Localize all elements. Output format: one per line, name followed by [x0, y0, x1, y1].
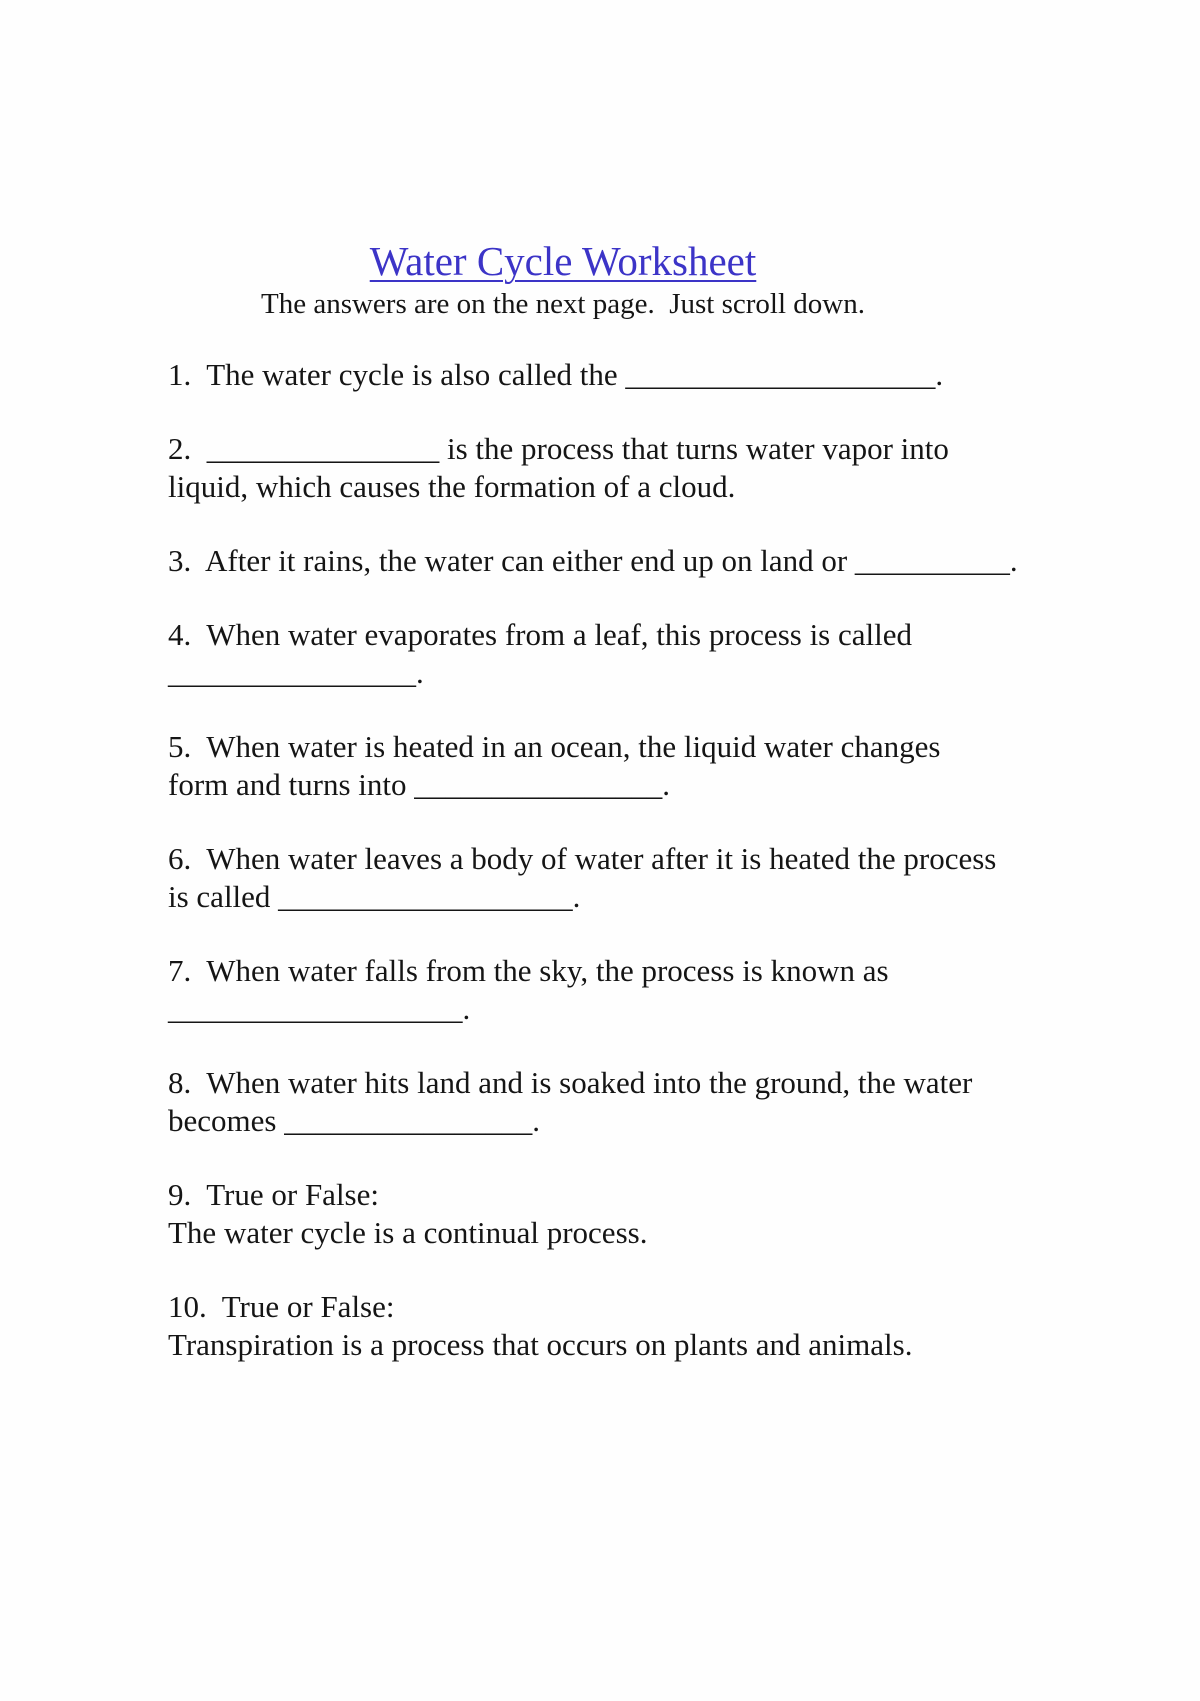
worksheet-header — [168, 238, 958, 324]
question-line: 5. When water is heated in an ocean, the liquid water changes — [168, 729, 941, 764]
question-line: 2. _______________ is the process that turns water vapor into — [168, 431, 949, 466]
worksheet-content — [168, 238, 1090, 1400]
question-line: 9. True or False: — [168, 1177, 379, 1212]
question-8 — [168, 1064, 1090, 1140]
question-line: 1. The water cycle is also called the ____________________. — [168, 357, 944, 392]
question-9 — [168, 1176, 1090, 1252]
question-line: becomes ________________. — [168, 1103, 540, 1138]
question-6 — [168, 840, 1090, 916]
question-line: ___________________. — [168, 991, 471, 1026]
question-line: 10. True or False: — [168, 1289, 395, 1324]
question-10 — [168, 1288, 1090, 1364]
question-line: ________________. — [168, 655, 424, 690]
question-list — [168, 356, 1090, 1364]
question-line: The water cycle is a continual process. — [168, 1215, 648, 1250]
question-line: liquid, which causes the formation of a cloud. — [168, 469, 736, 504]
question-1 — [168, 356, 1090, 394]
page-subtitle: The answers are on the next page. Just scroll down. — [260, 288, 865, 320]
page-title: Water Cycle Worksheet — [369, 238, 757, 284]
question-line: 8. When water hits land and is soaked into the ground, the water — [168, 1065, 973, 1100]
question-7 — [168, 952, 1090, 1028]
question-line: 3. After it rains, the water can either end up on land or __________. — [168, 543, 1018, 578]
question-line: is called ___________________. — [168, 879, 581, 914]
question-line: Transpiration is a process that occurs on plants and animals. — [168, 1327, 913, 1362]
question-line: 7. When water falls from the sky, the process is known as — [168, 953, 889, 988]
question-2 — [168, 430, 1090, 506]
question-line: form and turns into ________________. — [168, 767, 670, 802]
question-line: 6. When water leaves a body of water after it is heated the process — [168, 841, 997, 876]
question-3 — [168, 542, 1090, 580]
question-line: 4. When water evaporates from a leaf, this process is called — [168, 617, 912, 652]
question-4 — [168, 616, 1090, 692]
question-5 — [168, 728, 1090, 804]
